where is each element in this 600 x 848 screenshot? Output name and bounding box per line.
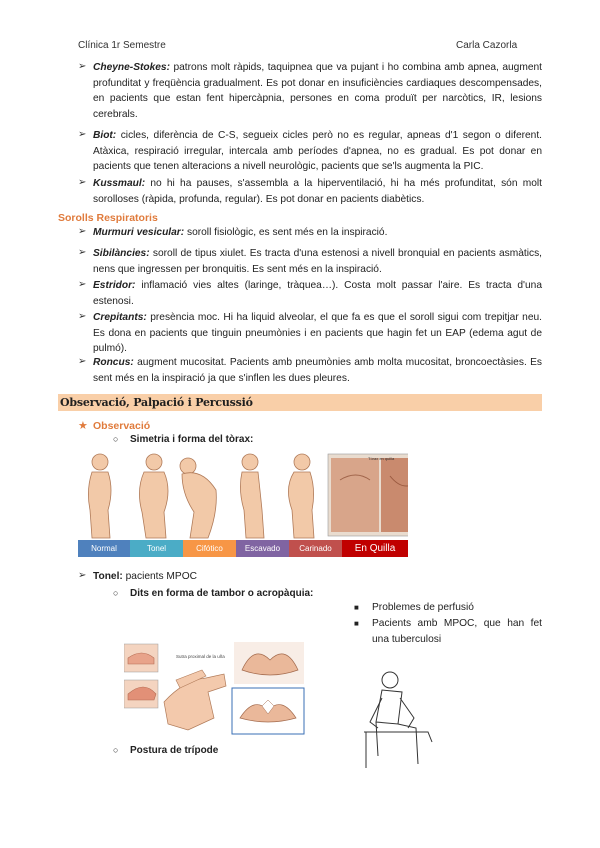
arrow-bullet-icon: ➢ — [78, 279, 87, 290]
term-label: Sibilàncies: — [93, 248, 150, 259]
term-text: pacients MPOC — [122, 571, 197, 582]
circle-bullet-icon: ○ — [113, 588, 119, 598]
sounds-heading: Sorolls Respiratoris — [58, 212, 158, 224]
sound-item — [93, 225, 542, 241]
chest-label-normal: Normal — [78, 540, 130, 557]
pectus-carinatum-silhouette — [288, 454, 314, 538]
chest-label-tonel: Tonel — [130, 540, 183, 557]
arrow-bullet-icon: ➢ — [78, 61, 87, 72]
sound-item — [93, 355, 542, 386]
circle-bullet-icon: ○ — [113, 434, 119, 444]
term-label: Biot: — [93, 130, 117, 141]
sound-item — [93, 246, 542, 277]
tripod-posture-figure — [358, 668, 442, 772]
tripode-label: Postura de trípode — [130, 745, 219, 756]
term-text: soroll fisiològic, es sent més en la inspiració. — [184, 227, 388, 238]
resp-pattern-item — [93, 128, 542, 175]
resp-pattern-item — [93, 176, 542, 207]
section-title: Observació, Palpació i Percussió — [60, 396, 253, 409]
term-text: inflamació vies altes (laringe, tràquea…). Costa molt passar l'aire. Es tracta d'una estenosi. — [93, 280, 542, 307]
circle-bullet-icon: ○ — [113, 745, 119, 755]
header-left: Clínica 1r Semestre — [78, 40, 166, 51]
perfusion-bullet: Problemes de perfusió — [372, 602, 474, 613]
square-bullet-icon: ■ — [354, 619, 359, 628]
tonel-item — [93, 569, 197, 585]
term-label: Crepitants: — [93, 312, 147, 323]
arrow-bullet-icon: ➢ — [78, 177, 87, 188]
arrow-bullet-icon: ➢ — [78, 570, 87, 581]
pectus-excavatum-silhouette — [240, 454, 264, 538]
figure-caption: Tórax en quilla — [368, 456, 395, 461]
arrow-bullet-icon: ➢ — [78, 129, 87, 140]
term-label: Murmuri vesicular: — [93, 227, 185, 238]
dits-label: Dits en forma de tambor o acropàquia: — [130, 588, 314, 599]
star-icon: ★ — [78, 420, 88, 432]
clubbing-label: Sutra proximal de la uña — [176, 654, 225, 659]
term-label: Tonel: — [93, 571, 123, 582]
mpoc-bullet: Pacients amb MPOC, que han fet una tuberculosi — [372, 618, 542, 645]
kyphotic-chest-silhouette — [180, 458, 216, 538]
arrow-bullet-icon: ➢ — [78, 226, 87, 237]
arrow-bullet-icon: ➢ — [78, 356, 87, 367]
normal-chest-silhouette — [88, 454, 111, 538]
chest-label-escavado: Escavado — [236, 540, 289, 557]
term-text: no hi ha pauses, s'assembla a la hiperventilació, hi ha més profunditat, són molt sorolloses (ràpida, profunda, regular). Es pot donar en pacients diabètics. — [93, 178, 542, 205]
term-label: Kussmaul: — [93, 178, 146, 189]
sound-item — [93, 278, 542, 309]
term-text: patrons molt ràpids, taquipnea que va pujant i ho combina amb apnea, augment profunditat y freqüència gradualment. Es pot donar en insuficiències cardiaques descompensades, en pacients que estan fent hipercàpnia, persones en coma produït per narcòtics, IR, lesions cerebrals. — [93, 62, 542, 120]
pectus-carinatum-photo — [328, 454, 408, 536]
term-text: augment mucositat. Pacients amb pneumònies amb molta mucositat, broncoectàsies. Es sent més en la inspiració ja que s'inflen les dues pleures. — [93, 357, 542, 384]
arrow-bullet-icon: ➢ — [78, 311, 87, 322]
term-label: Estridor: — [93, 280, 136, 291]
term-label: Roncus: — [93, 357, 134, 368]
resp-pattern-item — [93, 60, 542, 122]
clubbing-figure — [124, 640, 306, 736]
chest-label-quilla: En Quilla — [342, 540, 408, 557]
simetria-label: Simetria i forma del tòrax: — [130, 434, 254, 445]
header-right: Carla Cazorla — [456, 40, 518, 51]
sound-item — [93, 310, 542, 357]
arrow-bullet-icon: ➢ — [78, 247, 87, 258]
term-text: presència moc. Hi ha liquid alveolar, el que fa es que el soroll sigui com trepitjar neu. Es dona en pacients que tinguin pneumònies i en pacients que hagin fet un EAP (edema agut de pulmó). — [93, 312, 542, 355]
term-label: Cheyne-Stokes: — [93, 62, 170, 73]
square-bullet-icon: ■ — [354, 603, 359, 612]
term-text: cicles, diferència de C-S, segueix cicles però no es regular, apneas d'1 segon o diferent. Atàxica, respiració irregular, intercala amb períodes d'apnea, no es gradual. Es pot donar en pacients que tenen alteracions a nivell neurològic, pacients que se'ls augmenta la PIC. — [93, 130, 542, 173]
term-text: soroll de tipus xiulet. Es tracta d'una estenosi a nivell bronquial en pacients asmàtics, nens que ingressen per bronquitis. Es sent més en la inspiració. — [93, 248, 542, 275]
observacio-heading: Observació — [93, 420, 151, 432]
chest-type-labels — [78, 540, 408, 557]
chest-label-cifotico: Cifótico — [183, 540, 236, 557]
barrel-chest-silhouette — [139, 454, 168, 538]
chest-shapes-figure — [78, 450, 408, 542]
chest-label-carinado: Carinado — [289, 540, 342, 557]
